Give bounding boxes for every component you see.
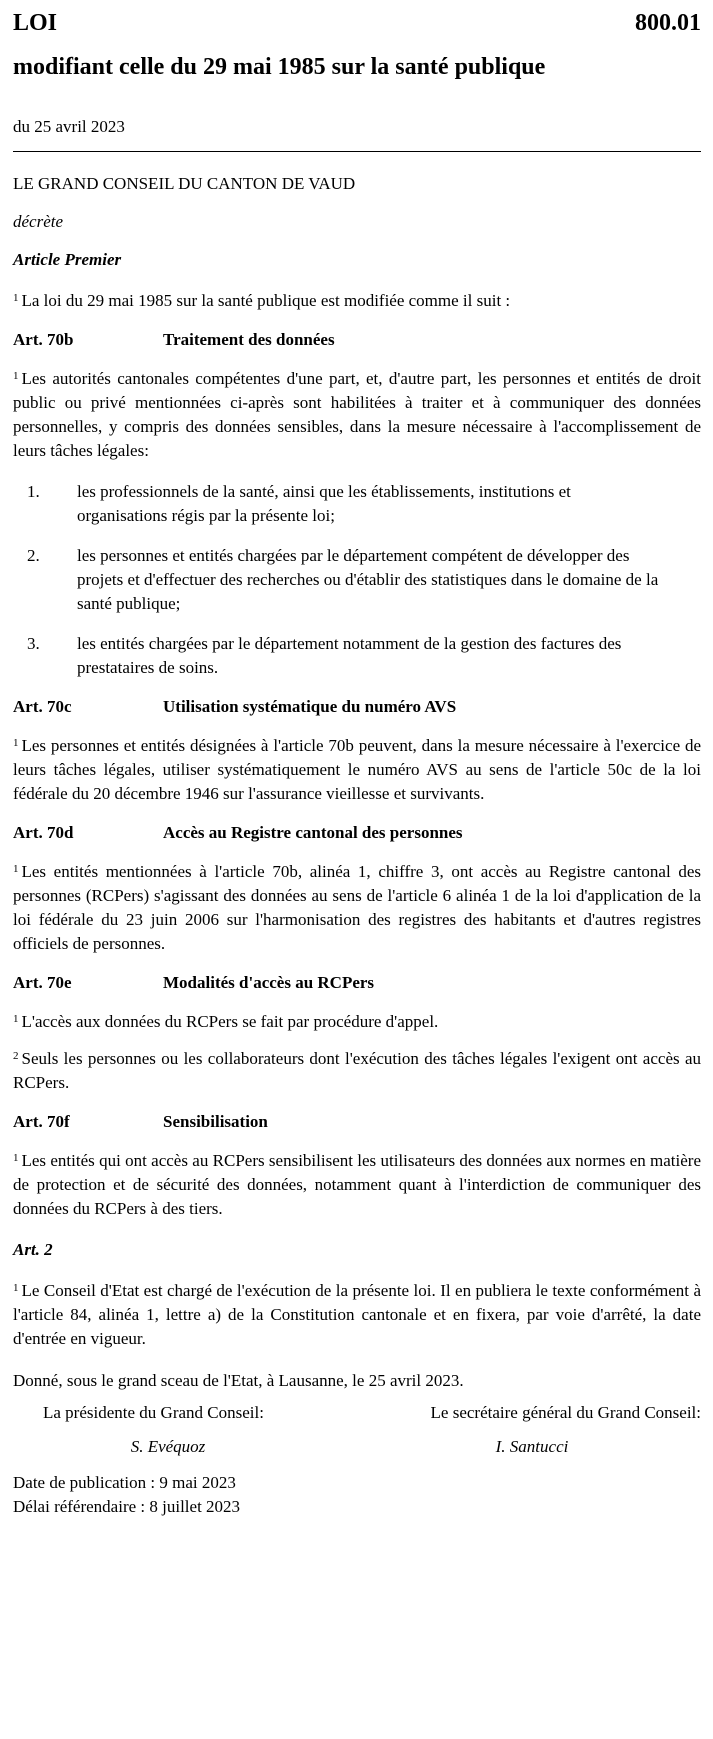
signature-names <box>13 1437 701 1457</box>
alinea-number: 1 <box>13 1013 19 1025</box>
alinea-number: 1 <box>13 1152 19 1164</box>
signature-roles <box>13 1403 701 1423</box>
article-paragraph <box>13 364 701 463</box>
decrete-label: décrète <box>13 212 64 231</box>
list-item <box>13 632 701 680</box>
article-heading <box>13 1112 701 1132</box>
alinea-number: 1 <box>13 292 19 304</box>
paragraph-text: Les entités qui ont accès au RCPers sensibilisent les utilisateurs des données aux normes en matière de protection et de sécurité des données, notamment quant à l'interdiction de communiquer des données du RCPers à des tiers. <box>13 1151 701 1218</box>
article-heading <box>13 973 701 993</box>
list-item-number: 1. <box>27 482 40 501</box>
list-item <box>13 544 701 616</box>
article-number: Art. 70c <box>13 697 72 716</box>
article-title: Accès au Registre cantonal des personnes <box>163 823 463 842</box>
article-paragraph <box>13 731 701 806</box>
article-title: Traitement des données <box>163 330 335 349</box>
doc-type: LOI <box>13 10 58 36</box>
list-item-text: les personnes et entités chargées par le département compétent de développer des projets et d'effectuer des recherches ou d'établir des statistiques dans le domaine de la santé publique; <box>77 546 659 613</box>
doc-title: modifiant celle du 29 mai 1985 sur la santé publique <box>13 54 546 80</box>
article-title: Modalités d'accès au RCPers <box>163 973 375 992</box>
paragraph-text: Le Conseil d'Etat est chargé de l'exécution de la présente loi. Il en publiera le texte conformément à l'article 84, alinéa 1, lettre a) de la Constitution cantonale et en fixera, par voie d'arrêté, la date d'entrée en vigueur. <box>13 1281 701 1348</box>
article-number: Art. 70e <box>13 973 72 992</box>
alinea-number: 2 <box>13 1050 19 1062</box>
alinea-number: 1 <box>13 370 19 382</box>
intro-text: La loi du 29 mai 1985 sur la santé publique est modifiée comme il suit : <box>21 291 511 310</box>
paragraph-text: Les personnes et entités désignées à l'article 70b peuvent, dans la mesure nécessaire à l'exercice de leurs tâches légales, utiliser systématiquement le numéro AVS au sens de l'article 50c de la loi fédérale du 20 décembre 1946 sur l'assurance vieillesse et survivants. <box>13 736 701 803</box>
article-heading <box>13 823 701 843</box>
alinea-number: 1 <box>13 737 19 749</box>
article-paragraph <box>13 1007 701 1034</box>
president-role: La présidente du Grand Conseil: <box>43 1403 264 1422</box>
alinea-number: 1 <box>13 1282 19 1294</box>
doc-date: du 25 avril 2023 <box>13 117 125 136</box>
numbered-list <box>13 480 701 680</box>
article-number: Art. 70f <box>13 1112 70 1131</box>
article-number: Art. 70d <box>13 823 74 842</box>
article-paragraph <box>13 1276 701 1351</box>
paragraph-text: L'accès aux données du RCPers se fait par procédure d'appel. <box>21 1012 439 1031</box>
list-item-text: les entités chargées par le département notamment de la gestion des factures des prestataires de soins. <box>77 634 622 677</box>
article-heading <box>13 697 701 717</box>
paragraph-text: Seuls les personnes ou les collaborateurs dont l'exécution des tâches légales l'exigent ont accès au RCPers. <box>13 1049 701 1092</box>
referendum-deadline: Délai référendaire : 8 juillet 2023 <box>13 1497 241 1516</box>
header <box>13 0 701 37</box>
secretary-name: I. Santucci <box>495 1437 569 1456</box>
article-2-heading: Art. 2 <box>13 1240 53 1259</box>
article-paragraph <box>13 857 701 956</box>
secretary-role: Le secrétaire général du Grand Conseil: <box>430 1403 701 1422</box>
canton-heading: LE GRAND CONSEIL DU CANTON DE VAUD <box>13 174 356 193</box>
article-number: Art. 70b <box>13 330 74 349</box>
paragraph-text: Les autorités cantonales compétentes d'une part, et, d'autre part, les personnes et entités de droit public ou privé mentionnées ci-après sont habilitées à traiter et à communiquer des données personnelles, y compris des données sensibles, dans la mesure nécessaire à l'accomplissement de leurs tâches légales: <box>13 369 701 460</box>
list-item-text: les professionnels de la santé, ainsi que les établissements, institutions et organisations régis par la présente loi; <box>77 482 571 525</box>
publication-date: Date de publication : 9 mai 2023 <box>13 1473 236 1492</box>
doc-number: 800.01 <box>635 10 701 36</box>
president-name: S. Evéquoz <box>130 1437 206 1456</box>
list-item <box>13 480 701 528</box>
article-heading <box>13 330 701 350</box>
article-paragraph <box>13 1044 701 1095</box>
alinea-number: 1 <box>13 863 19 875</box>
article-paragraph <box>13 1146 701 1221</box>
intro-paragraph <box>13 286 701 313</box>
divider <box>13 151 701 152</box>
given-statement: Donné, sous le grand sceau de l'Etat, à Lausanne, le 25 avril 2023. <box>13 1371 464 1390</box>
article-title: Sensibilisation <box>163 1112 268 1131</box>
paragraph-text: Les entités mentionnées à l'article 70b, alinéa 1, chiffre 3, ont accès au Registre cantonal des personnes (RCPers) s'agissant des données au sens de l'article 6 alinéa 1 de la loi d'application de la loi fédérale du 23 juin 2006 sur l'harmonisation des registres des habitants et d'autres registres officiels de personnes. <box>13 862 701 953</box>
article-title: Utilisation systématique du numéro AVS <box>163 697 457 716</box>
article-premier-heading: Article Premier <box>13 250 122 269</box>
list-item-number: 3. <box>27 634 40 653</box>
list-item-number: 2. <box>27 546 40 565</box>
